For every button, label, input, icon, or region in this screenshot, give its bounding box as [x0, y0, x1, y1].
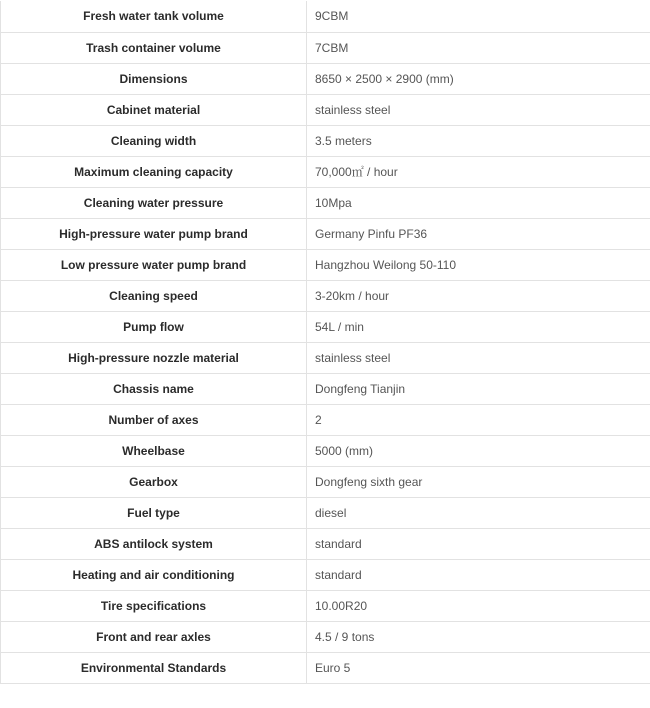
table-row: [1, 404, 650, 435]
spec-label: Pump flow: [1, 311, 307, 342]
spec-label: Cleaning width: [1, 125, 307, 156]
spec-label: High-pressure water pump brand: [1, 218, 307, 249]
spec-value: stainless steel: [307, 342, 650, 373]
table-row: [1, 249, 650, 280]
spec-value: standard: [307, 528, 650, 559]
spec-value: Germany Pinfu PF36: [307, 218, 650, 249]
spec-value: Dongfeng sixth gear: [307, 466, 650, 497]
table-row: [1, 590, 650, 621]
spec-label: Front and rear axles: [1, 621, 307, 652]
table-row: [1, 559, 650, 590]
table-row: [1, 1, 650, 32]
spec-value: Euro 5: [307, 652, 650, 683]
specification-table: [0, 1, 650, 684]
spec-label: Gearbox: [1, 466, 307, 497]
spec-value: 70,000㎡ / hour: [307, 156, 650, 187]
table-row: [1, 466, 650, 497]
table-row: [1, 125, 650, 156]
spec-label: Cleaning water pressure: [1, 187, 307, 218]
spec-label: Fuel type: [1, 497, 307, 528]
spec-value: 3.5 meters: [307, 125, 650, 156]
spec-label: ABS antilock system: [1, 528, 307, 559]
table-row: [1, 94, 650, 125]
table-row: [1, 373, 650, 404]
table-row: [1, 32, 650, 63]
table-row: [1, 342, 650, 373]
spec-value: 7CBM: [307, 32, 650, 63]
table-row: [1, 218, 650, 249]
spec-label: Dimensions: [1, 63, 307, 94]
table-row: [1, 435, 650, 466]
spec-value: 5000 (mm): [307, 435, 650, 466]
table-row: [1, 528, 650, 559]
table-row: [1, 63, 650, 94]
table-row: [1, 652, 650, 683]
spec-value: 10.00R20: [307, 590, 650, 621]
spec-value: 8650 × 2500 × 2900 (mm): [307, 63, 650, 94]
spec-label: Cleaning speed: [1, 280, 307, 311]
spec-value: 4.5 / 9 tons: [307, 621, 650, 652]
spec-label: Heating and air conditioning: [1, 559, 307, 590]
spec-value: 54L / min: [307, 311, 650, 342]
spec-value: Dongfeng Tianjin: [307, 373, 650, 404]
spec-label: Chassis name: [1, 373, 307, 404]
spec-value: 9CBM: [307, 1, 650, 32]
spec-label: Fresh water tank volume: [1, 1, 307, 32]
spec-value: 10Mpa: [307, 187, 650, 218]
spec-value: 2: [307, 404, 650, 435]
spec-value: standard: [307, 559, 650, 590]
spec-value: stainless steel: [307, 94, 650, 125]
table-row: [1, 156, 650, 187]
table-row: [1, 621, 650, 652]
spec-value: diesel: [307, 497, 650, 528]
spec-label: Wheelbase: [1, 435, 307, 466]
spec-label: Cabinet material: [1, 94, 307, 125]
specification-table-body: [1, 1, 650, 683]
spec-label: Maximum cleaning capacity: [1, 156, 307, 187]
spec-label: Environmental Standards: [1, 652, 307, 683]
spec-label: Number of axes: [1, 404, 307, 435]
table-row: [1, 311, 650, 342]
spec-label: High-pressure nozzle material: [1, 342, 307, 373]
table-row: [1, 497, 650, 528]
spec-label: Trash container volume: [1, 32, 307, 63]
table-row: [1, 187, 650, 218]
spec-value: Hangzhou Weilong 50-110: [307, 249, 650, 280]
spec-label: Tire specifications: [1, 590, 307, 621]
spec-label: Low pressure water pump brand: [1, 249, 307, 280]
spec-value: 3-20km / hour: [307, 280, 650, 311]
table-row: [1, 280, 650, 311]
